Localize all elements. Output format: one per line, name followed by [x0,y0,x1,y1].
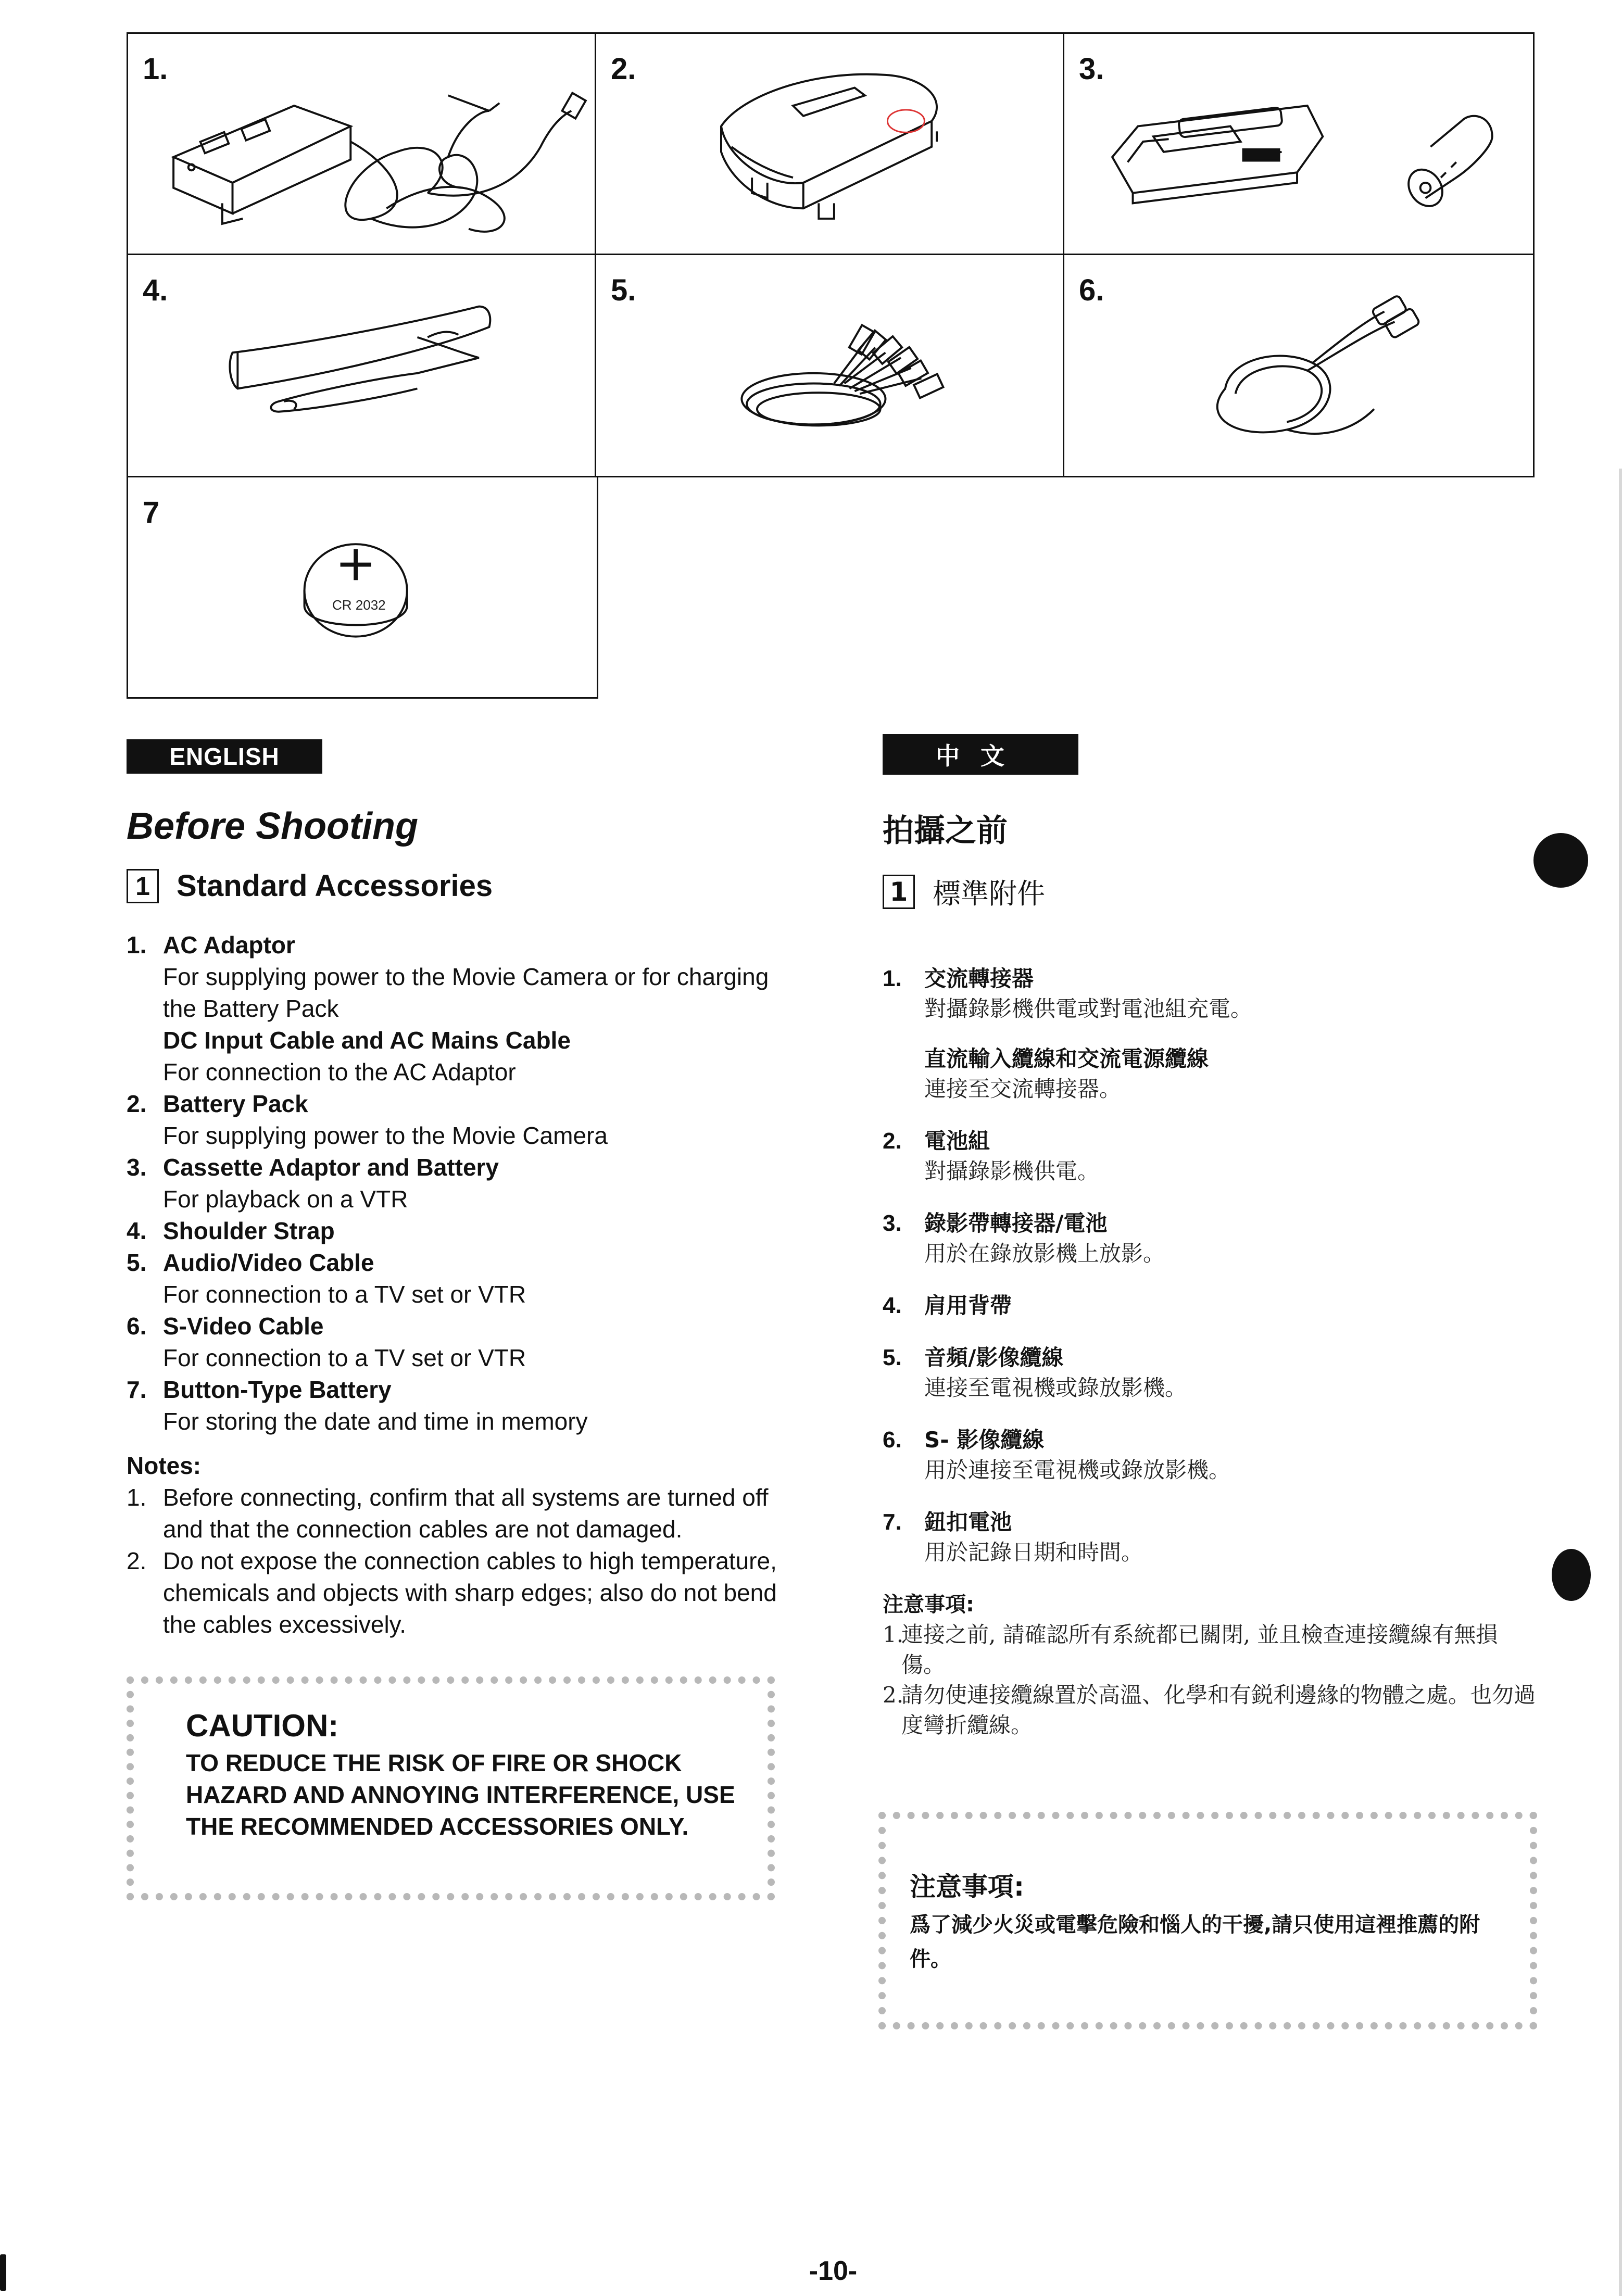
page-number: -10- [809,2256,858,2286]
item-number: 2. [127,1090,147,1117]
item-description: For connection to a TV set or VTR [163,1281,526,1308]
accessory-cell-4 [127,254,596,477]
item-description: 對攝錄影機供電或對電池組充電。 [924,996,1253,1021]
note-number: 2. [127,1547,147,1574]
item-number: 4. [883,1293,902,1318]
button-battery-icon [128,477,597,697]
item-subheading: DC Input Cable and AC Mains Cable [163,1027,571,1054]
list-item [127,1088,783,1152]
list-item [883,1343,1539,1403]
item-heading: Cassette Adaptor and Battery [163,1154,499,1181]
cell-number: 3. [1079,52,1104,86]
note-text: 請勿使連接纜線置於高溫、化學和有鋭利邊緣的物體之處。也勿過度彎折纜線。 [901,1682,1536,1738]
notes-heading: Notes: [127,1452,202,1479]
item-number: 3. [883,1210,902,1236]
item-heading: 交流轉接器 [924,966,1034,991]
caution-box-chinese [878,1812,1537,2029]
item-number: 4. [127,1217,147,1244]
item-heading: Button-Type Battery [163,1376,392,1403]
item-heading: Audio/Video Cable [163,1249,374,1276]
note-text: Before connecting, confirm that all systems are turned off and that the connection cables are not damaged. [163,1484,769,1543]
item-number: 7. [883,1509,902,1535]
note-item [127,1482,783,1545]
item-description: For connection to a TV set or VTR [163,1344,526,1371]
shoulder-strap-icon [128,255,595,476]
list-item [127,1215,783,1247]
list-item [127,1152,783,1215]
list-item [127,929,783,1088]
accessory-cell-1 [127,32,596,255]
binder-hole-bottom [1552,1549,1591,1601]
item-number: 7. [127,1376,147,1403]
item-subdescription: 連接至交流轉接器。 [924,1076,1122,1102]
item-heading: 肩用背帶 [924,1293,1012,1318]
accessory-list [127,929,783,1437]
note-number: 2. [883,1682,904,1708]
note-text: Do not expose the connection cables to high temperature, chemicals and objects with sharp edges; also do not bend the cables excessively. [163,1547,777,1638]
item-heading: AC Adaptor [163,931,295,958]
accessory-cell-5 [595,254,1064,477]
list-item [883,1208,1539,1269]
item-description: For storing the date and time in memory [163,1408,588,1435]
note-number: 1. [127,1484,147,1511]
caution-heading: CAUTION: [186,1708,339,1743]
section-number-box: 1 [127,869,159,903]
english-column [127,739,783,1641]
list-item [127,1247,783,1310]
item-description: For playback on a VTR [163,1185,408,1213]
notes-heading: 注意事項: [883,1593,974,1617]
accessory-cell-6 [1063,254,1535,477]
item-heading: 電池組 [924,1128,990,1154]
page-title: Before Shooting [127,805,418,847]
battery-model-label: CR 2032 [332,597,386,613]
item-description: For supplying power to the Movie Camera [163,1122,608,1149]
corner-mark [0,2254,6,2291]
cell-number: 4. [143,273,168,307]
item-heading: 錄影帶轉接器/電池 [924,1210,1108,1236]
cell-number: 5. [611,273,636,307]
item-heading: Battery Pack [163,1090,308,1117]
item-description: 用於在錄放影機上放影。 [924,1241,1165,1266]
item-heading: S- 影像纜線 [924,1427,1045,1453]
notes-block [127,1450,783,1641]
language-tag-chinese: 中文 [883,734,1078,775]
list-item [883,1425,1539,1485]
item-description: 對攝錄影機供電。 [924,1158,1100,1184]
chinese-column [883,734,1539,1740]
item-heading: 音頻/影像纜線 [924,1345,1064,1370]
item-description: For supplying power to the Movie Camera or for charging the Battery Pack [163,963,769,1022]
list-item [883,964,1539,1104]
section-title-chinese: 標準附件 [933,877,1045,910]
item-number: 5. [127,1249,147,1276]
note-item [127,1545,783,1641]
list-item [127,1310,783,1374]
accessory-list-chinese [883,964,1539,1568]
accessory-illustration-grid [127,32,1535,699]
item-number: 2. [883,1128,902,1154]
cell-number: 1. [143,52,168,86]
item-number: 3. [127,1154,147,1181]
av-cable-icon [596,255,1063,476]
caution-text: 爲了減少火災或電擊危險和惱人的干擾,請只使用這裡推薦的附件。 [910,1913,1480,1971]
section-title: Standard Accessories [177,869,493,903]
list-item [883,1507,1539,1568]
item-subdescription: For connection to the AC Adaptor [163,1058,516,1086]
list-item [883,1291,1539,1321]
ac-adaptor-icon [128,34,595,254]
note-text: 連接之前, 請確認所有系統都已關閉, 並且檢查連接纜線有無損傷。 [901,1622,1498,1677]
item-heading: S-Video Cable [163,1313,324,1340]
notes-block-chinese [883,1589,1539,1740]
section-heading [127,868,783,903]
caution-text: TO REDUCE THE RISK OF FIRE OR SHOCK HAZARD AND ANNOYING INTERFERENCE, USE THE RECOMMENDED ACCESSORIES ONLY. [186,1749,735,1840]
language-tag-english: ENGLISH [127,739,322,774]
item-number: 6. [883,1427,902,1453]
page-edge-shadow [1619,469,1622,2296]
item-description: 用於連接至電視機或錄放影機。 [924,1457,1231,1483]
section-number-box: 1 [883,875,915,909]
accessory-cell-3 [1063,32,1535,255]
item-number: 1. [127,931,147,958]
item-number: 5. [883,1345,902,1370]
s-video-cable-icon [1064,255,1533,476]
cell-number: 7 [143,496,160,529]
item-description: 用於記錄日期和時間。 [924,1540,1143,1565]
cell-number: 6. [1079,273,1104,307]
caution-box-english [127,1676,775,1900]
item-description: 連接至電視機或錄放影機。 [924,1375,1187,1401]
binder-hole-top [1533,833,1588,888]
note-item [883,1620,1539,1680]
list-item [127,1374,783,1437]
cassette-adaptor-icon [1064,34,1533,254]
item-subheading: 直流輸入纜線和交流電源纜線 [924,1046,1209,1071]
accessory-cell-2 [595,32,1064,255]
item-heading: Shoulder Strap [163,1217,335,1244]
battery-pack-icon [596,34,1063,254]
item-heading: 鈕扣電池 [924,1509,1012,1535]
cell-number: 2. [611,52,636,86]
list-item [883,1126,1539,1187]
caution-heading: 注意事項: [910,1872,1024,1902]
accessory-cell-7 [127,476,598,699]
page-title-chinese: 拍攝之前 [883,813,1008,849]
note-number: 1. [883,1622,904,1647]
item-number: 1. [883,966,902,991]
section-heading-chinese [883,872,1539,912]
note-item [883,1680,1539,1740]
item-number: 6. [127,1313,147,1340]
